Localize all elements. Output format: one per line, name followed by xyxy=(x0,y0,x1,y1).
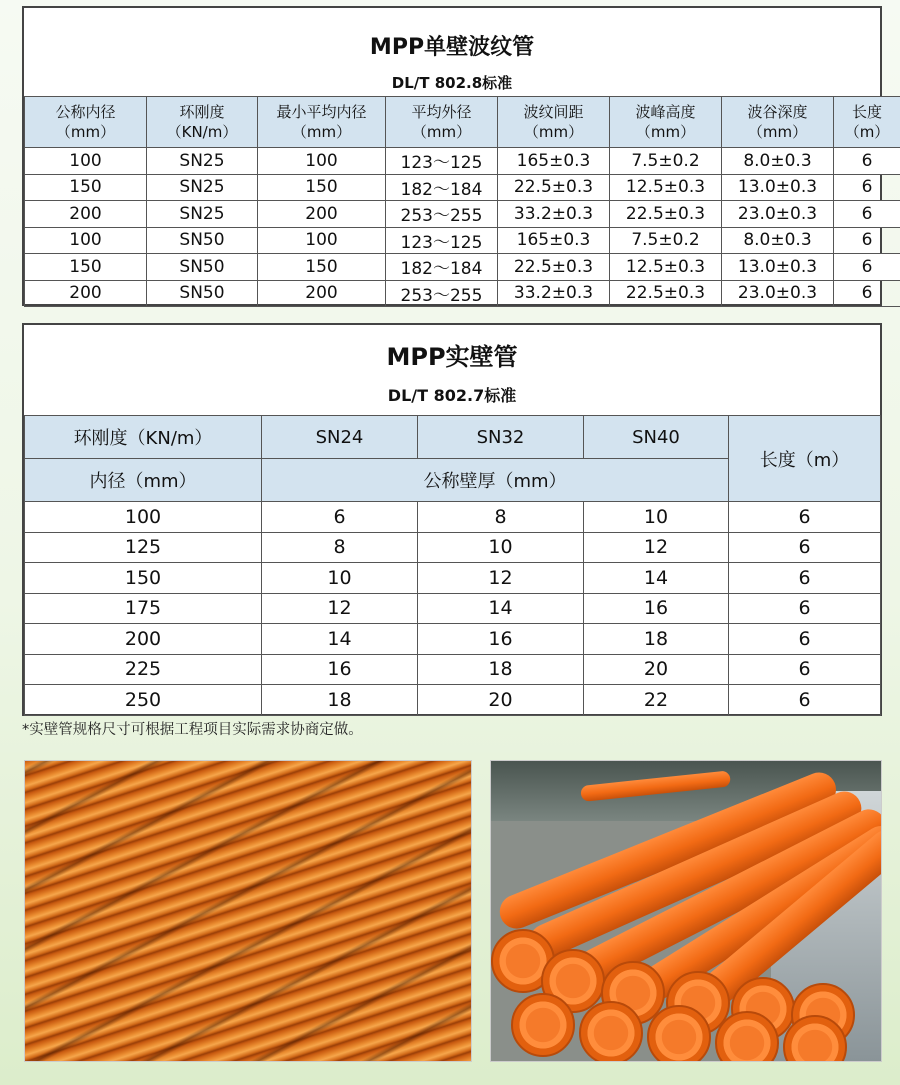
table-cell: 20 xyxy=(584,654,729,685)
table-cell: 100 xyxy=(25,148,147,175)
solid-standard: DL/T 802.7标准 xyxy=(387,386,517,405)
table-cell: 10 xyxy=(418,532,584,563)
table-cell: 16 xyxy=(418,624,584,655)
header-cell: 平均外径 （mm） xyxy=(386,97,498,148)
table-cell: 14 xyxy=(262,624,418,655)
table-cell: 182～184 xyxy=(386,174,498,201)
sn24-header: SN24 xyxy=(262,416,418,459)
table-cell: 23.0±0.3 xyxy=(722,201,834,228)
table-cell: 6 xyxy=(834,201,900,228)
custom-size-note: *实壁管规格尺寸可根据工程项目实际需求协商定做。 xyxy=(22,722,363,738)
table-row xyxy=(25,685,881,716)
table-cell: 123～125 xyxy=(386,227,498,254)
table-cell: SN50 xyxy=(147,227,258,254)
table-row xyxy=(25,280,900,307)
table-cell: 253～255 xyxy=(386,201,498,228)
table-cell: 125 xyxy=(25,532,262,563)
table-cell: 12 xyxy=(262,593,418,624)
table-cell: 200 xyxy=(25,201,147,228)
table-cell: 150 xyxy=(258,174,386,201)
table-cell: 6 xyxy=(729,502,881,533)
table-cell: 123～125 xyxy=(386,148,498,175)
table-cell: 8 xyxy=(418,502,584,533)
solid-title: MPP实壁管 xyxy=(386,343,518,371)
sn40-header: SN40 xyxy=(584,416,729,459)
table-cell: 6 xyxy=(729,593,881,624)
stiffness-header: 环刚度（KN/m） xyxy=(25,416,262,459)
table-cell: 225 xyxy=(25,654,262,685)
table-cell: 18 xyxy=(418,654,584,685)
table-cell: 16 xyxy=(262,654,418,685)
corrugated-standard: DL/T 802.8标准 xyxy=(391,74,513,92)
corrugated-spec-table xyxy=(24,96,900,307)
table-cell: SN25 xyxy=(147,148,258,175)
table-row xyxy=(25,563,881,594)
solid-spec-panel xyxy=(22,323,882,716)
table-cell: 10 xyxy=(584,502,729,533)
table-row xyxy=(25,593,881,624)
table-cell: SN25 xyxy=(147,174,258,201)
table-cell: 22.5±0.3 xyxy=(610,280,722,307)
table-cell: 12 xyxy=(418,563,584,594)
corrugated-spec-panel xyxy=(22,6,890,306)
table-cell: 7.5±0.2 xyxy=(610,227,722,254)
table-cell: 20 xyxy=(418,685,584,716)
table-cell: 7.5±0.2 xyxy=(610,148,722,175)
table-cell: 6 xyxy=(834,148,900,175)
header-cell: 环刚度 （KN/m） xyxy=(147,97,258,148)
table-cell: 6 xyxy=(834,254,900,281)
table-cell: 200 xyxy=(25,280,147,307)
table-cell: 22 xyxy=(584,685,729,716)
table-cell: 6 xyxy=(729,563,881,594)
table-cell: 6 xyxy=(729,532,881,563)
table-cell: 200 xyxy=(258,201,386,228)
table-cell: 22.5±0.3 xyxy=(610,201,722,228)
table-cell: 6 xyxy=(729,685,881,716)
table-cell: 13.0±0.3 xyxy=(722,254,834,281)
table-row xyxy=(25,201,900,228)
header-cell: 公称内径 （mm） xyxy=(25,97,147,148)
table-cell: 253～255 xyxy=(386,280,498,307)
table-row xyxy=(25,532,881,563)
table-cell: 16 xyxy=(584,593,729,624)
table-cell: 12.5±0.3 xyxy=(610,254,722,281)
table-row xyxy=(25,254,900,281)
table-cell: 200 xyxy=(25,624,262,655)
table-cell: 22.5±0.3 xyxy=(498,174,610,201)
header-cell: 波纹间距 （mm） xyxy=(498,97,610,148)
header-cell: 波谷深度 （mm） xyxy=(722,97,834,148)
table-cell: 23.0±0.3 xyxy=(722,280,834,307)
table-cell: 6 xyxy=(262,502,418,533)
corrugated-header-row xyxy=(25,97,900,148)
table-cell: 33.2±0.3 xyxy=(498,201,610,228)
table-cell: 150 xyxy=(25,563,262,594)
solid-header-row xyxy=(25,416,881,459)
table-cell: 150 xyxy=(25,254,147,281)
thickness-header: 公称壁厚（mm） xyxy=(262,459,729,502)
table-cell: 14 xyxy=(584,563,729,594)
table-row xyxy=(25,174,900,201)
header-cell: 长度 （m） xyxy=(834,97,900,148)
table-cell: 150 xyxy=(258,254,386,281)
table-cell: 18 xyxy=(584,624,729,655)
corrugated-pipe-photo xyxy=(24,760,472,1062)
table-row xyxy=(25,654,881,685)
table-cell: 12.5±0.3 xyxy=(610,174,722,201)
table-cell: 8.0±0.3 xyxy=(722,227,834,254)
table-cell: 13.0±0.3 xyxy=(722,174,834,201)
table-cell: SN50 xyxy=(147,280,258,307)
table-cell: 8 xyxy=(262,532,418,563)
table-cell: 6 xyxy=(834,227,900,254)
table-row xyxy=(25,624,881,655)
table-cell: 6 xyxy=(729,624,881,655)
table-row xyxy=(25,502,881,533)
table-cell: 100 xyxy=(25,502,262,533)
table-cell: SN25 xyxy=(147,201,258,228)
table-cell: 8.0±0.3 xyxy=(722,148,834,175)
table-cell: 6 xyxy=(834,174,900,201)
table-cell: 165±0.3 xyxy=(498,148,610,175)
table-cell: 150 xyxy=(25,174,147,201)
table-cell: 250 xyxy=(25,685,262,716)
table-cell: 6 xyxy=(834,280,900,307)
diameter-header: 内径（mm） xyxy=(25,459,262,502)
table-cell: 18 xyxy=(262,685,418,716)
solid-pipe-photo xyxy=(490,760,882,1062)
table-cell: 33.2±0.3 xyxy=(498,280,610,307)
header-cell: 最小平均内径 （mm） xyxy=(258,97,386,148)
sn32-header: SN32 xyxy=(418,416,584,459)
length-header: 长度（m） xyxy=(729,416,881,502)
table-cell: 6 xyxy=(729,654,881,685)
table-cell: SN50 xyxy=(147,254,258,281)
table-cell: 182～184 xyxy=(386,254,498,281)
table-row xyxy=(25,148,900,175)
header-cell: 波峰高度 （mm） xyxy=(610,97,722,148)
table-cell: 100 xyxy=(25,227,147,254)
table-cell: 22.5±0.3 xyxy=(498,254,610,281)
table-cell: 100 xyxy=(258,227,386,254)
table-cell: 14 xyxy=(418,593,584,624)
corrugated-title: MPP单壁波纹管 xyxy=(369,35,535,60)
table-cell: 10 xyxy=(262,563,418,594)
table-cell: 200 xyxy=(258,280,386,307)
table-cell: 175 xyxy=(25,593,262,624)
table-cell: 165±0.3 xyxy=(498,227,610,254)
solid-spec-table xyxy=(24,415,881,716)
table-cell: 100 xyxy=(258,148,386,175)
table-row xyxy=(25,227,900,254)
table-cell: 12 xyxy=(584,532,729,563)
